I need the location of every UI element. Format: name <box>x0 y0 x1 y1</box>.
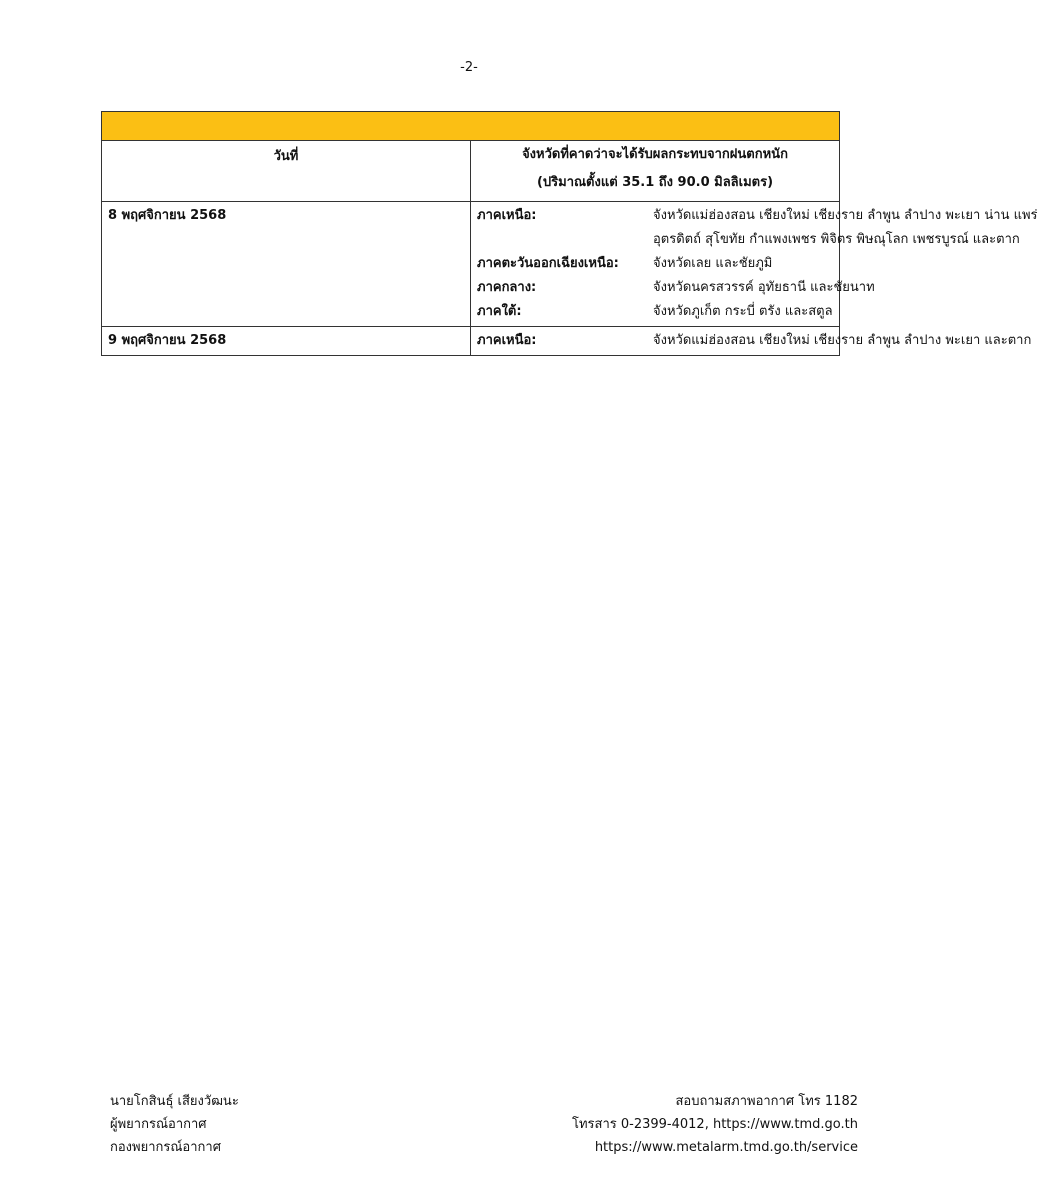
forecaster-department: กองพยากรณ์อากาศ <box>110 1140 221 1155</box>
contact-hotline: สอบถามสภาพอากาศ โทร 1182 <box>675 1094 858 1109</box>
table-banner-row <box>102 112 840 141</box>
province-line: จังหวัดนครสวรรค์ อุทัยธานี และชัยนาท <box>653 280 875 295</box>
region-name: ภาคใต้: <box>477 304 522 319</box>
region-provinces <box>653 276 875 300</box>
region-name: ภาคตะวันออกเฉียงเหนือ: <box>477 256 619 271</box>
contact-block <box>572 1090 858 1159</box>
table-banner <box>102 112 840 141</box>
table-row <box>102 202 840 327</box>
date-cell: 8 พฤศจิกายน 2568 <box>102 202 471 327</box>
region-entry <box>477 204 1038 252</box>
province-line: อุตรดิตถ์ สุโขทัย กำแพงเพชร พิจิตร พิษณุโลก เพชรบูรณ์ และตาก <box>653 232 1020 247</box>
province-line: จังหวัดแม่ฮ่องสอน เชียงใหม่ เชียงราย ลำพูน ลำปาง พะเยา และตาก <box>653 333 1032 348</box>
region-name: ภาคเหนือ: <box>477 333 537 348</box>
region-entry <box>477 252 839 276</box>
region-name: ภาคเหนือ: <box>477 208 537 223</box>
column-header-date: วันที่ <box>102 141 471 202</box>
region-provinces <box>653 252 839 276</box>
region-entry <box>477 276 875 300</box>
heavy-rain-table <box>101 111 1038 356</box>
forecaster-position: ผู้พยากรณ์อากาศ <box>110 1117 207 1132</box>
column-header-provinces-range: (ปริมาณตั้งแต่ 35.1 ถึง 90.0 มิลลิเมตร) <box>536 175 774 190</box>
column-header-provinces-title: จังหวัดที่คาดว่าจะได้รับผลกระทบจากฝนตกหนัก <box>522 147 788 162</box>
regions-cell <box>471 327 1032 356</box>
contact-service-url: https://www.metalarm.tmd.go.th/service <box>594 1140 858 1155</box>
region-provinces <box>653 300 839 324</box>
province-line: จังหวัดแม่ฮ่องสอน เชียงใหม่ เชียงราย ลำพูน ลำปาง พะเยา น่าน แพร่ <box>653 208 1038 223</box>
region-provinces <box>653 204 1038 252</box>
date-cell: 9 พฤศจิกายน 2568 <box>102 327 471 356</box>
table-row <box>102 327 840 356</box>
forecaster-name: นายโกสินธุ์ เสียงวัฒนะ <box>110 1094 239 1109</box>
region-provinces <box>653 329 1031 353</box>
contact-fax-website: โทรสาร 0-2399-4012, https://www.tmd.go.th <box>572 1117 858 1132</box>
signature-block <box>110 1090 239 1159</box>
page-number: -2- <box>460 60 478 75</box>
province-line: จังหวัดเลย และชัยภูมิ <box>653 256 773 271</box>
region-name: ภาคกลาง: <box>477 280 537 295</box>
regions-cell <box>471 202 1038 327</box>
region-entry <box>477 300 839 324</box>
region-entry <box>477 329 1032 353</box>
column-header-provinces <box>471 141 840 202</box>
table-header-row <box>102 141 840 202</box>
province-line: จังหวัดภูเก็ต กระบี่ ตรัง และสตูล <box>653 304 833 319</box>
